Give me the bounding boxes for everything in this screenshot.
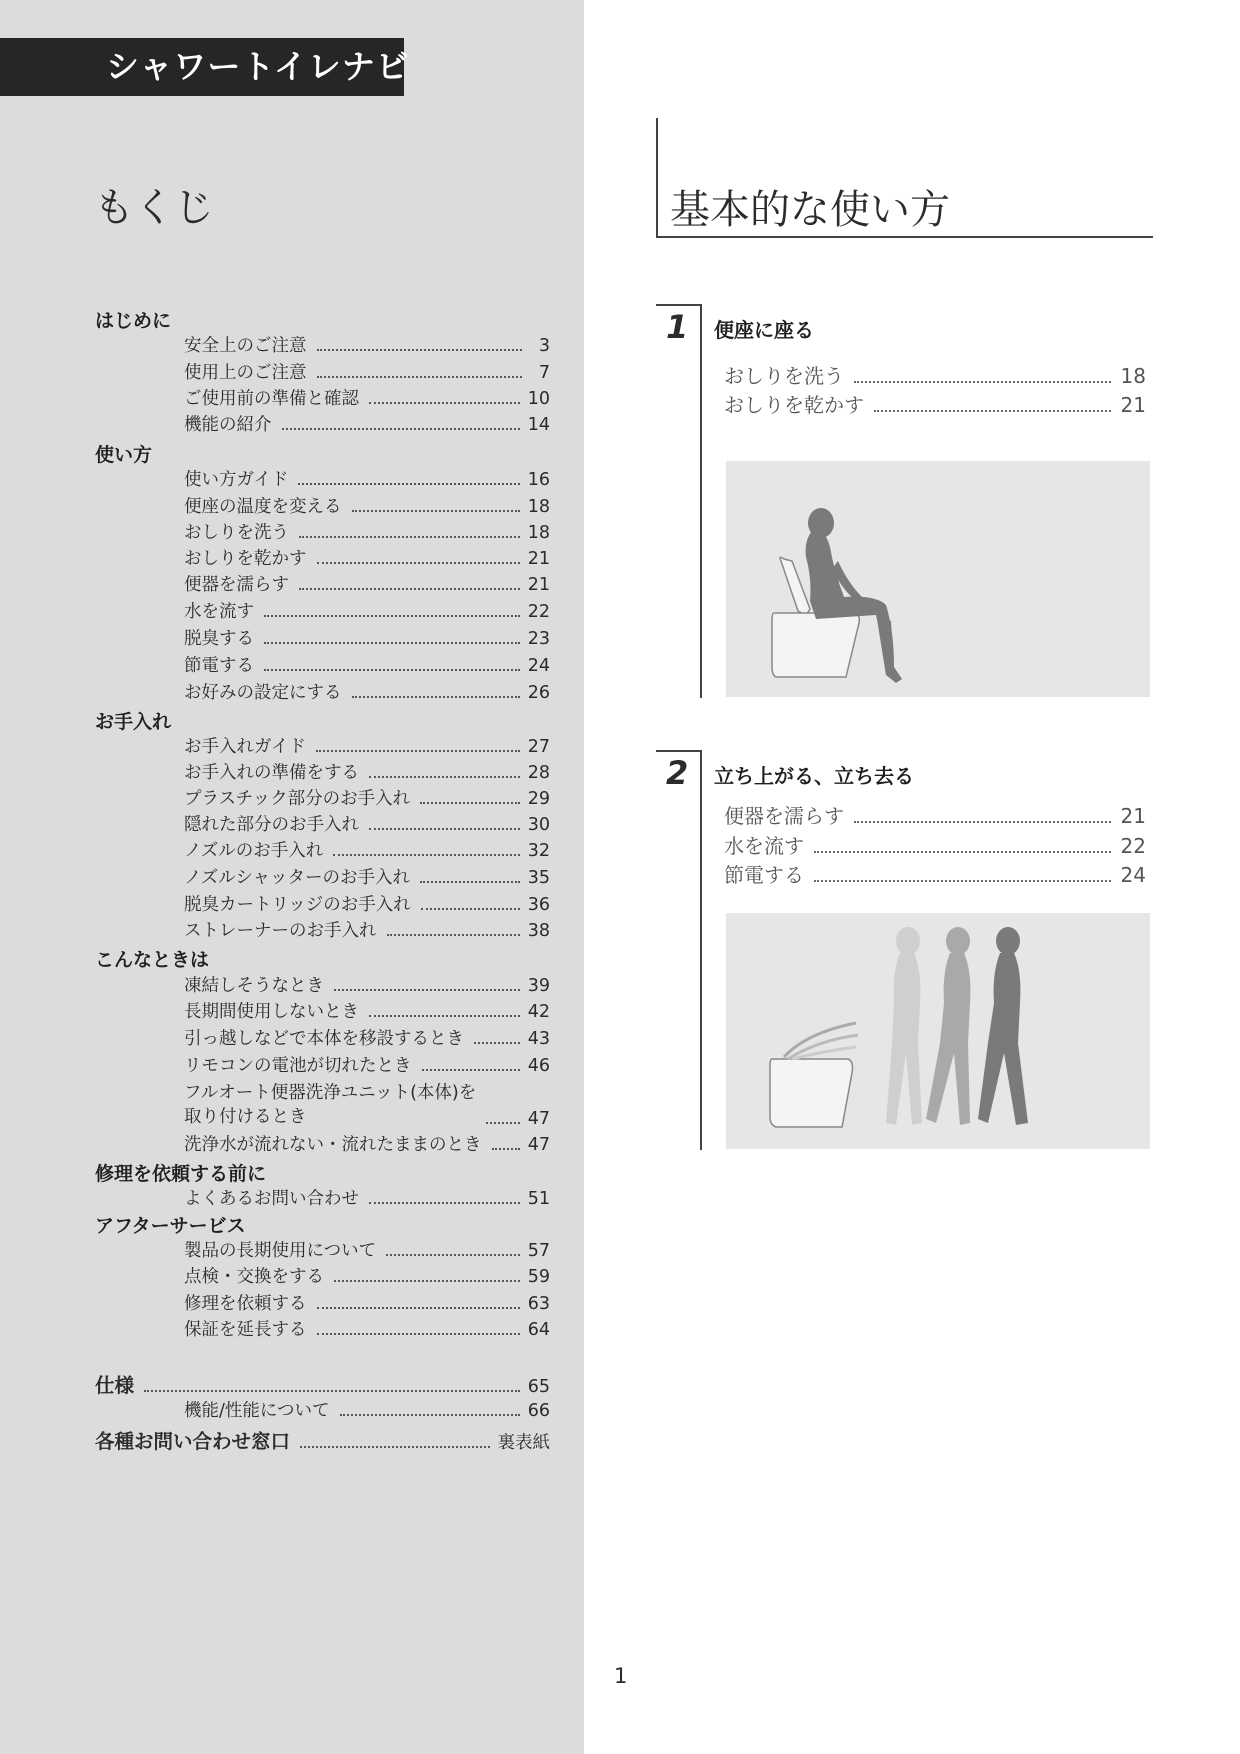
leader-dots — [854, 821, 1111, 823]
step-link-text: 便器を濡らす — [724, 804, 844, 828]
toc-entry-text: 各種お問い合わせ窓口 — [95, 1430, 291, 1453]
toc-entry-text: 仕様 — [95, 1374, 135, 1397]
leader-dots — [486, 1122, 519, 1124]
toc-entry-text — [184, 1081, 476, 1129]
leader-dots — [317, 376, 523, 378]
toc-entry-text: 機能の紹介 — [184, 415, 272, 435]
leader-dots — [352, 696, 520, 698]
toc-entry[interactable] — [184, 733, 550, 757]
toc-entry-page: 29 — [527, 789, 550, 809]
leader-dots — [814, 880, 1111, 882]
toc-entry-text: リモコンの電池が切れたとき — [184, 1056, 412, 1076]
toc-entry[interactable] — [184, 972, 550, 996]
toc-entry[interactable] — [184, 891, 550, 915]
leader-dots — [352, 510, 520, 512]
toc-section-heading: アフターサービス — [95, 1215, 246, 1237]
toc-entry-page: 10 — [527, 389, 550, 409]
leader-dots — [422, 1069, 520, 1071]
leader-dots — [369, 1202, 520, 1204]
toc-entry[interactable] — [184, 1237, 550, 1261]
toc-entry-text: 便器を濡らす — [184, 575, 289, 595]
step-title: 便座に座る — [714, 318, 814, 342]
toc-entry-text: 洗浄水が流れない・流れたままのとき — [184, 1135, 482, 1155]
toc-entry[interactable] — [95, 1370, 550, 1397]
leader-dots — [854, 381, 1111, 383]
leader-dots — [317, 562, 520, 564]
toc-entry-page: 7 — [538, 363, 550, 383]
toc-entry-text: 修理を依頼する — [184, 1294, 307, 1314]
toc-entry-text-line1: フルオート便器洗浄ユニット(本体)を — [184, 1083, 477, 1103]
toc-entry-page: 14 — [527, 415, 550, 435]
toc-entry[interactable] — [184, 1316, 550, 1340]
toc-entry[interactable] — [184, 759, 550, 783]
toc-entry-page: 裏表紙 — [497, 1433, 550, 1453]
toc-entry-page: 28 — [527, 763, 550, 783]
toc-entry-page: 3 — [538, 336, 550, 356]
toc-section-heading: 修理を依頼する前に — [95, 1163, 267, 1185]
toc-entry[interactable] — [184, 864, 550, 888]
step-link[interactable] — [724, 800, 1146, 826]
toc-entry-text: ご使用前の準備と確認 — [184, 389, 359, 409]
toc-entry-text: お好みの設定にする — [184, 683, 342, 703]
person-sitting-icon — [726, 461, 1150, 697]
leader-dots — [420, 802, 520, 804]
step-link-page: 24 — [1120, 863, 1146, 887]
toc-entry[interactable] — [184, 571, 550, 595]
toc-entry-text: 長期間使用しないとき — [184, 1002, 359, 1022]
leader-dots — [369, 1015, 520, 1017]
title-rule-vertical — [656, 118, 658, 238]
table-of-contents — [0, 0, 584, 1754]
toc-entry[interactable] — [184, 1397, 550, 1421]
step-number: 1 — [666, 308, 689, 346]
toc-entry[interactable] — [184, 917, 550, 941]
toc-entry-text: おしりを乾かす — [184, 549, 307, 569]
toc-entry-text: ストレーナーのお手入れ — [184, 921, 377, 941]
toc-section-heading: こんなときは — [95, 949, 210, 971]
toc-entry[interactable] — [184, 625, 550, 649]
leader-dots — [299, 588, 520, 590]
step-link[interactable] — [724, 360, 1146, 386]
toc-entry-page: 47 — [527, 1135, 550, 1155]
leader-dots — [340, 1414, 520, 1416]
toc-entry[interactable] — [184, 359, 550, 383]
toc-entry[interactable] — [95, 1426, 550, 1453]
step-link[interactable] — [724, 389, 1146, 415]
basic-usage-title: 基本的な使い方 — [670, 187, 950, 233]
toc-entry-page: 51 — [527, 1189, 550, 1209]
toc-entry[interactable] — [184, 385, 550, 409]
toc-entry-page: 63 — [527, 1294, 550, 1314]
toc-entry[interactable] — [184, 1025, 550, 1049]
step-link-text: 水を流す — [724, 834, 804, 858]
step-link-page: 22 — [1120, 834, 1146, 858]
toc-entry-text: プラスチック部分のお手入れ — [184, 789, 411, 809]
toc-entry[interactable] — [184, 598, 550, 622]
toc-entry-text: おしりを洗う — [184, 523, 289, 543]
step-bracket — [656, 304, 701, 306]
toc-entry-page: 23 — [527, 629, 550, 649]
toc-entry-text: 機能/性能について — [184, 1401, 330, 1421]
toc-entry-text: ノズルのお手入れ — [184, 841, 324, 861]
toc-section-heading: お手入れ — [95, 711, 172, 733]
toc-entry-text: 凍結しそうなとき — [184, 976, 324, 996]
leader-dots — [387, 934, 520, 936]
leader-dots — [299, 536, 520, 538]
toc-entry-page: 21 — [527, 575, 550, 595]
toc-entry[interactable] — [184, 411, 550, 435]
leader-dots — [317, 1333, 520, 1335]
step-link[interactable] — [724, 830, 1146, 856]
toc-entry-page: 66 — [527, 1401, 550, 1421]
leader-dots — [316, 750, 520, 752]
toc-entry[interactable] — [184, 332, 550, 356]
toc-entry-text: 節電する — [184, 656, 254, 676]
toc-entry-page: 22 — [527, 602, 550, 622]
leader-dots — [474, 1042, 520, 1044]
toc-entry[interactable] — [184, 811, 550, 835]
toc-entry[interactable] — [184, 1131, 550, 1155]
toc-entry[interactable] — [184, 519, 550, 543]
leader-dots — [814, 851, 1111, 853]
toc-entry-text: 安全上のご注意 — [184, 336, 307, 356]
toc-entry[interactable] — [184, 652, 550, 676]
toc-entry[interactable] — [184, 1079, 550, 1129]
toc-entry-page: 36 — [527, 895, 550, 915]
step-link-text: おしりを洗う — [724, 364, 844, 388]
toc-entry-text: 脱臭する — [184, 629, 254, 649]
leader-dots — [264, 642, 520, 644]
toc-entry-page: 39 — [527, 976, 550, 996]
step-bracket — [700, 750, 702, 1150]
leader-dots — [144, 1390, 520, 1392]
leader-dots — [369, 402, 520, 404]
toc-entry[interactable] — [184, 785, 550, 809]
toc-entry[interactable] — [184, 998, 550, 1022]
toc-entry-text: 使用上のご注意 — [184, 363, 307, 383]
sitting-illustration — [726, 461, 1150, 697]
toc-entry-text: 脱臭カートリッジのお手入れ — [184, 895, 411, 915]
person-walking-icon — [726, 913, 1150, 1149]
toc-entry-text: 水を流す — [184, 602, 254, 622]
toc-entry-text: 引っ越しなどで本体を移設するとき — [184, 1029, 464, 1049]
step-link-page: 21 — [1120, 804, 1146, 828]
title-rule-horizontal — [656, 236, 1153, 238]
toc-entry-page: 26 — [527, 683, 550, 703]
toc-section-heading: 使い方 — [95, 444, 153, 466]
toc-entry-text: 点検・交換をする — [184, 1267, 324, 1287]
toc-entry-text: 便座の温度を変える — [184, 497, 342, 517]
toc-entry-page: 47 — [527, 1109, 550, 1129]
step-link-page: 21 — [1120, 393, 1146, 417]
step-title: 立ち上がる、立ち去る — [714, 764, 914, 788]
toc-entry-text: 製品の長期使用について — [184, 1241, 377, 1261]
leader-dots — [317, 349, 523, 351]
leader-dots — [333, 854, 519, 856]
toc-entry-page: 64 — [527, 1320, 550, 1340]
toc-entry-page: 24 — [527, 656, 550, 676]
toc-entry-page: 27 — [527, 737, 550, 757]
step-number: 2 — [666, 754, 689, 792]
toc-title: もくじ — [94, 185, 214, 231]
leader-dots — [282, 428, 520, 430]
toc-entry-page: 38 — [527, 921, 550, 941]
leader-dots — [492, 1148, 520, 1150]
toc-entry-text: 保証を延長する — [184, 1320, 307, 1340]
leader-dots — [264, 615, 520, 617]
toc-entry[interactable] — [184, 1290, 550, 1314]
toc-entry-page: 46 — [527, 1056, 550, 1076]
leader-dots — [369, 776, 520, 778]
toc-entry-text: 隠れた部分のお手入れ — [184, 815, 359, 835]
toc-entry[interactable] — [184, 1185, 550, 1209]
toc-entry[interactable] — [184, 679, 550, 703]
step-link-text: 節電する — [724, 863, 804, 887]
step-bracket — [656, 750, 701, 752]
toc-entry-text: 使い方ガイド — [184, 470, 289, 490]
toc-entry-page: 32 — [527, 841, 550, 861]
toc-entry-text: お手入れの準備をする — [184, 763, 359, 783]
toc-entry-text: ノズルシャッターのお手入れ — [184, 868, 411, 888]
step-link-text: おしりを乾かす — [724, 393, 864, 417]
leader-dots — [264, 669, 520, 671]
toc-entry-page: 65 — [527, 1377, 550, 1397]
toc-entry-page: 57 — [527, 1241, 550, 1261]
leader-dots — [334, 989, 520, 991]
toc-entry[interactable] — [184, 493, 550, 517]
toc-entry-text: お手入れガイド — [184, 737, 306, 757]
toc-entry-page: 16 — [527, 470, 550, 490]
toc-entry-page: 43 — [527, 1029, 550, 1049]
toc-entry-text: よくあるお問い合わせ — [184, 1189, 359, 1209]
leader-dots — [421, 908, 520, 910]
leader-dots — [386, 1254, 520, 1256]
toc-entry-text-line2: 取り付けるとき — [184, 1107, 307, 1127]
toc-entry[interactable] — [184, 1263, 550, 1287]
step-bracket — [700, 304, 702, 698]
step-link-page: 18 — [1120, 364, 1146, 388]
leader-dots — [334, 1280, 520, 1282]
leader-dots — [317, 1307, 520, 1309]
toc-entry-page: 21 — [527, 549, 550, 569]
toc-entry-page: 30 — [527, 815, 550, 835]
page-number: 1 — [614, 1664, 628, 1688]
toc-entry[interactable] — [184, 545, 550, 569]
toc-entry-page: 35 — [527, 868, 550, 888]
leaving-illustration — [726, 913, 1150, 1149]
brand-banner: シャワートイレナビ — [0, 38, 404, 96]
leader-dots — [420, 881, 520, 883]
toc-entry[interactable] — [184, 1052, 550, 1076]
leader-dots — [298, 483, 519, 485]
toc-entry-page: 59 — [527, 1267, 550, 1287]
toc-entry-page: 42 — [527, 1002, 550, 1022]
toc-entry-page: 18 — [527, 497, 550, 517]
leader-dots — [874, 410, 1111, 412]
leader-dots — [300, 1446, 489, 1448]
toc-entry[interactable] — [184, 837, 550, 861]
toc-section-heading: はじめに — [95, 310, 172, 332]
toc-entry[interactable] — [184, 466, 550, 490]
step-link[interactable] — [724, 859, 1146, 885]
toc-entry-page: 18 — [527, 523, 550, 543]
leader-dots — [369, 828, 520, 830]
